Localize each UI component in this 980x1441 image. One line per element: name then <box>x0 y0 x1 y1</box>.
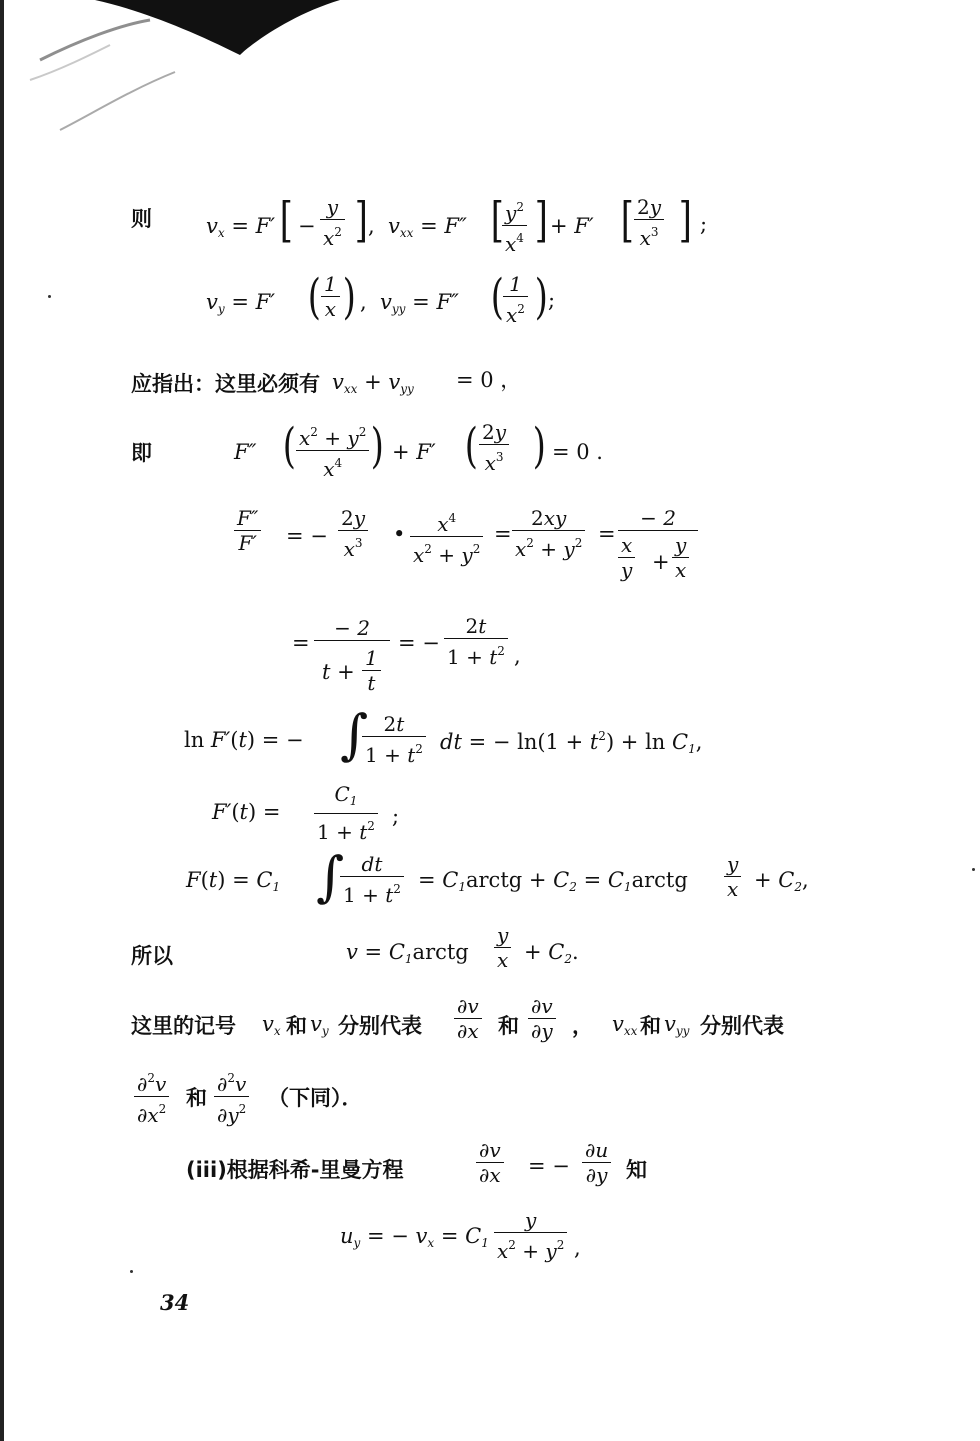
text-zero: = 0 ， <box>456 368 522 392</box>
fraction: ∂u ∂y <box>582 1138 611 1187</box>
fraction: y x <box>494 923 511 972</box>
integral-sign: ∫ <box>340 703 369 766</box>
fraction: $x^4$ $x^2 + y^2$ <box>410 506 483 567</box>
fraction: y x <box>672 533 689 582</box>
fraction: 2xy $x^2 + y^2$ <box>512 506 585 561</box>
fraction: 2t $1 + t^2$ <box>444 614 508 669</box>
fraction: ∂$^2$v $\partial y^2$ <box>214 1066 249 1127</box>
eq-vx: $v_x = F'$ <box>206 214 275 240</box>
fraction: $C_1$ $1 + t^2$ <box>314 782 378 844</box>
fraction: y $x^2$ <box>320 195 345 250</box>
eq-vy: $v_y = F'$ <box>206 290 275 316</box>
fraction: 2y $x^3$ <box>634 195 664 250</box>
fraction: dt $1 + t^2$ <box>340 852 404 907</box>
label-ji: 即 <box>131 441 152 465</box>
fraction: 1 t <box>362 646 381 695</box>
fraction: x y <box>618 533 635 582</box>
text-yingzhichu: 应指出：这里必须有 <box>131 372 320 396</box>
fraction: ∂v ∂y <box>528 994 556 1043</box>
fraction: − 2 <box>314 616 390 641</box>
speck <box>130 1270 133 1273</box>
fraction: ∂v ∂x <box>476 1138 504 1187</box>
speck <box>972 868 975 871</box>
page-edge <box>0 0 4 1441</box>
label-ze: 则 <box>131 207 152 231</box>
corner-smudge-decoration <box>0 0 360 150</box>
fraction: y $x^2 + y^2$ <box>494 1208 567 1263</box>
fraction: y x <box>724 852 741 901</box>
fraction: 2y $x^3$ <box>479 420 509 475</box>
page-number: 34 <box>160 1290 190 1315</box>
fraction: $y^2$ $x^4$ <box>502 195 527 256</box>
label-suoyi: 所以 <box>131 944 173 968</box>
fraction: 1 x <box>321 272 340 321</box>
integral-sign: ∫ <box>316 845 345 908</box>
fraction: ∂$^2$v $\partial x^2$ <box>134 1066 169 1127</box>
fraction: F″ F′ <box>234 506 261 555</box>
fraction: 1 $x^2$ <box>503 272 528 327</box>
paren: [ <box>279 192 293 248</box>
fraction: $x^2 + y^2$ $x^4$ <box>296 420 369 481</box>
fraction: 2y $x^3$ <box>338 506 368 561</box>
fraction: 2t $1 + t^2$ <box>362 712 426 767</box>
note-text: 这里的记号 <box>131 1014 236 1038</box>
fraction: ∂v ∂x <box>454 994 482 1043</box>
speck <box>48 295 51 298</box>
step-iii-text: (iii)根据科希-里曼方程 <box>186 1158 404 1182</box>
fraction: − 2 <box>618 506 698 531</box>
